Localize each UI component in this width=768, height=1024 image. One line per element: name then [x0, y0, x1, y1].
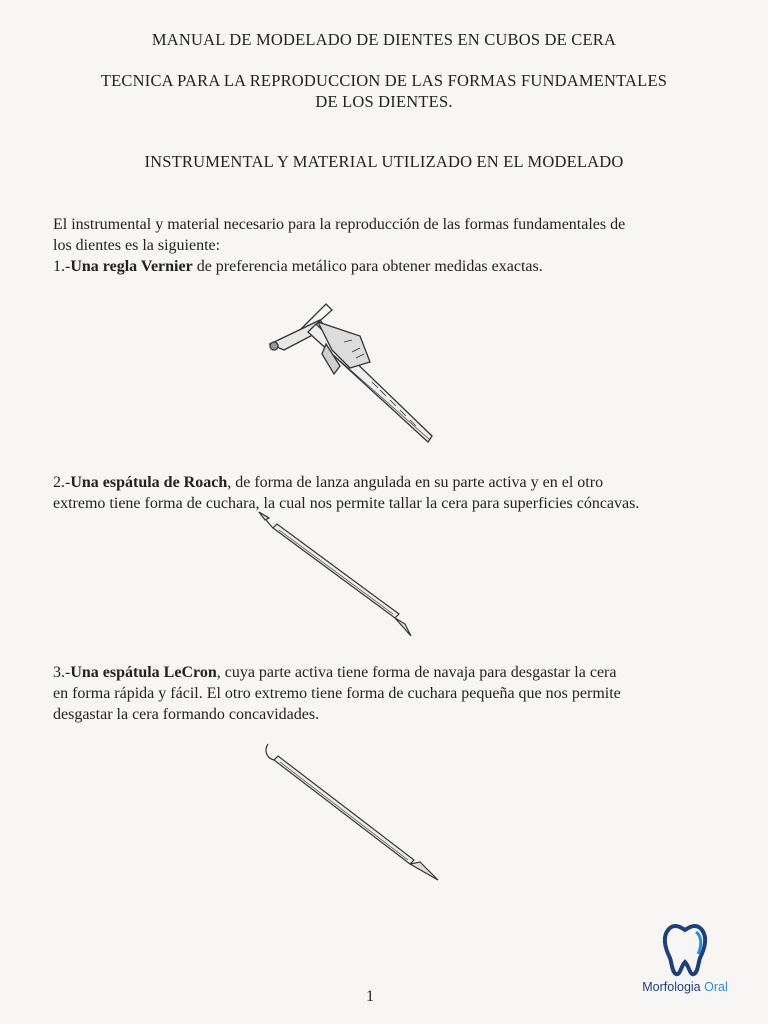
subtitle-line-1: TECNICA PARA LA REPRODUCCION DE LAS FORMAS FUNDAMENTALES: [100, 71, 668, 90]
roach-spatula-icon: [255, 510, 420, 640]
logo-text-main: Morfologia: [642, 980, 705, 994]
section-heading: INSTRUMENTAL Y MATERIAL UTILIZADO EN EL MODELADO: [144, 152, 624, 171]
item-2-rest: , de forma de lanza angulada en su parte activa y en el otro: [227, 474, 604, 491]
intro-paragraph: [53, 214, 713, 277]
subtitle-line-2: DE LOS DIENTES.: [315, 92, 453, 111]
item-3-line-1: [53, 662, 713, 683]
logo-text: [630, 980, 740, 994]
intro-line-2: los dientes es la siguiente:: [53, 237, 221, 254]
page-number: 1: [366, 988, 374, 1005]
item-2-paragraph: [53, 472, 713, 514]
item-2-number: 2.-: [53, 474, 71, 491]
item-3-number: 3.-: [53, 664, 71, 681]
item-1-rest: de preferencia metálico para obtener medidas exactas.: [192, 258, 543, 275]
item-2-name: Una espátula de Roach: [70, 474, 228, 491]
document-title: MANUAL DE MODELADO DE DIENTES EN CUBOS DE CERA: [151, 30, 617, 49]
item-1-text: [53, 256, 713, 277]
vernier-caliper-icon: [260, 292, 440, 452]
tooth-logo-icon: [658, 922, 712, 978]
item-3-name: Una espátula LeCron: [70, 664, 217, 681]
item-3-paragraph: [53, 662, 713, 725]
item-1-number: 1.-: [53, 258, 71, 275]
item-2-line-1: [53, 472, 713, 493]
item-3-line-3: desgastar la cera formando concavidades.: [53, 706, 320, 723]
morfologia-oral-logo: [630, 922, 740, 1012]
item-3-rest: , cuya parte activa tiene forma de navaja para desgastar la cera: [216, 664, 617, 681]
item-1-name: Una regla Vernier: [70, 258, 193, 275]
item-3-line-2: en forma rápida y fácil. El otro extremo tiene forma de cuchara pequeña que nos permite: [53, 685, 621, 702]
lecron-spatula-icon: [260, 740, 445, 885]
logo-text-accent: Oral: [704, 980, 728, 994]
intro-line-1: El instrumental y material necesario para la reproducción de las formas fundamentales de: [53, 216, 626, 233]
item-2-line-2: extremo tiene forma de cuchara, la cual nos permite tallar la cera para superficies cóncavas.: [53, 495, 640, 512]
